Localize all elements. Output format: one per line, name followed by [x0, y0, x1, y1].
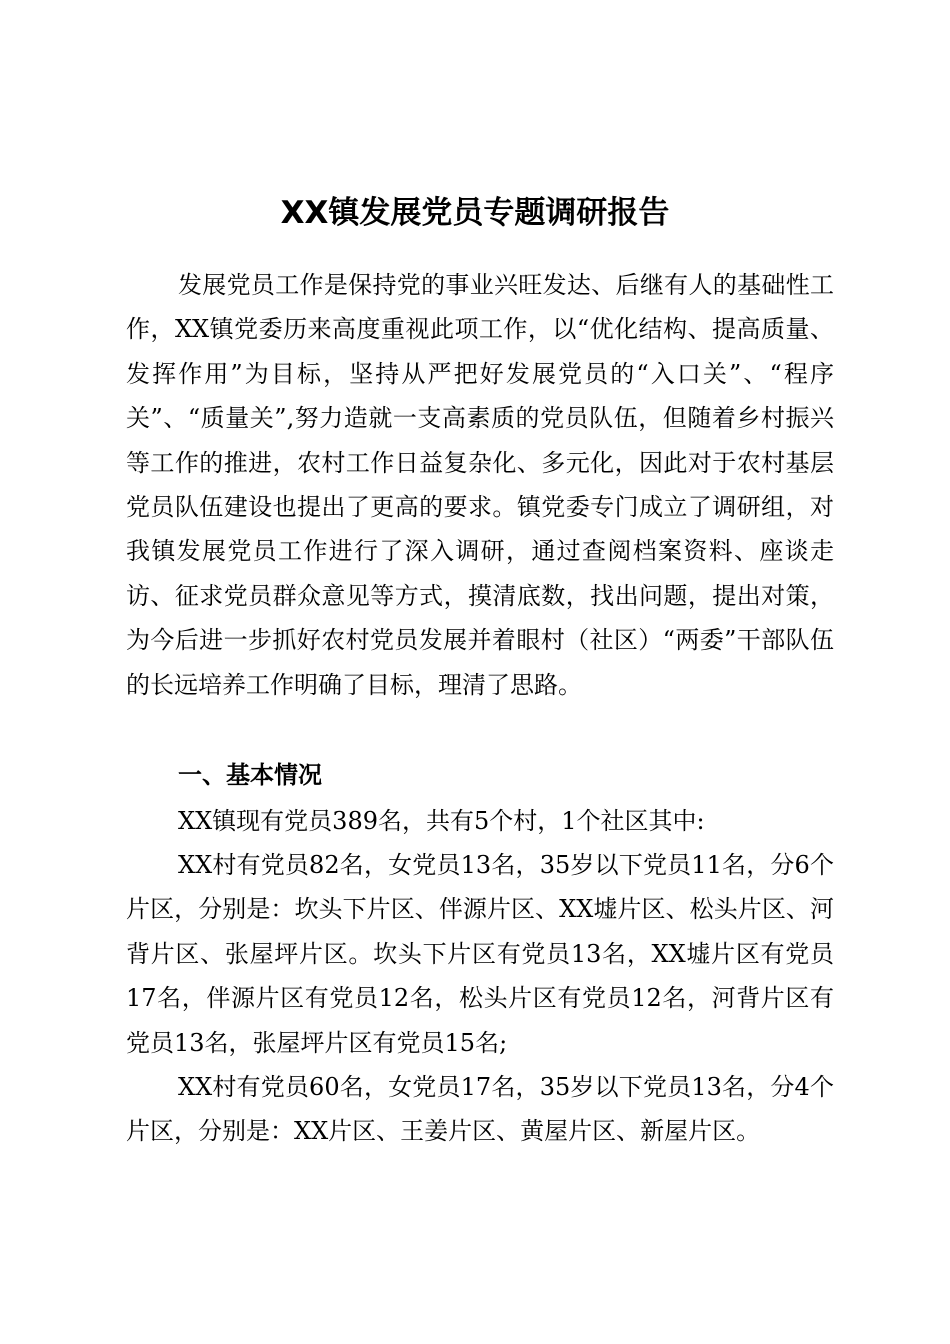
section-heading-basic-situation: 一、基本情况: [178, 761, 322, 789]
village-one-paragraph: XX村有党员82名，女党员13名，35岁以下党员11名，分6个片区，分别是：坎头下片区、伴源片区、XX墟片区、松头片区、河背片区、张屋坪片区。坎头下片区有党员13名，XX墟片区有党员17名，伴源片区有党员12名，松头片区有党员12名，河背片区有党员13名，张屋坪片区有党员15名;: [126, 851, 834, 1057]
total-members-paragraph: XX镇现有党员389名，共有5个村，1个社区其中:: [178, 807, 705, 835]
intro-paragraph: 发展党员工作是保持党的事业兴旺发达、后继有人的基础性工作，XX镇党委历来高度重视此项工作，以“优化结构、提高质量、发挥作用”为目标，坚持从严把好发展党员的“入口关”、“程序关”、“质量关”,努力造就一支高素质的党员队伍，但随着乡村振兴等工作的推进，农村工作日益复杂化、多元化，因此对于农村基层党员队伍建设也提出了更高的要求。镇党委专门成立了调研组，对我镇发展党员工作进行了深入调研，通过查阅档案资料、座谈走访、征求党员群众意见等方式，摸清底数，找出问题，提出对策，为今后进一步抓好农村党员发展并着眼村（社区）“两委”干部队伍的长远培养工作明确了目标，理清了思路。: [126, 271, 834, 699]
document-title: XX镇发展党员专题调研报告: [280, 194, 670, 231]
village-two-paragraph: XX村有党员60名，女党员17名，35岁以下党员13名，分4个片区，分别是：XX片区、王姜片区、黄屋片区、新屋片区。: [126, 1073, 834, 1146]
